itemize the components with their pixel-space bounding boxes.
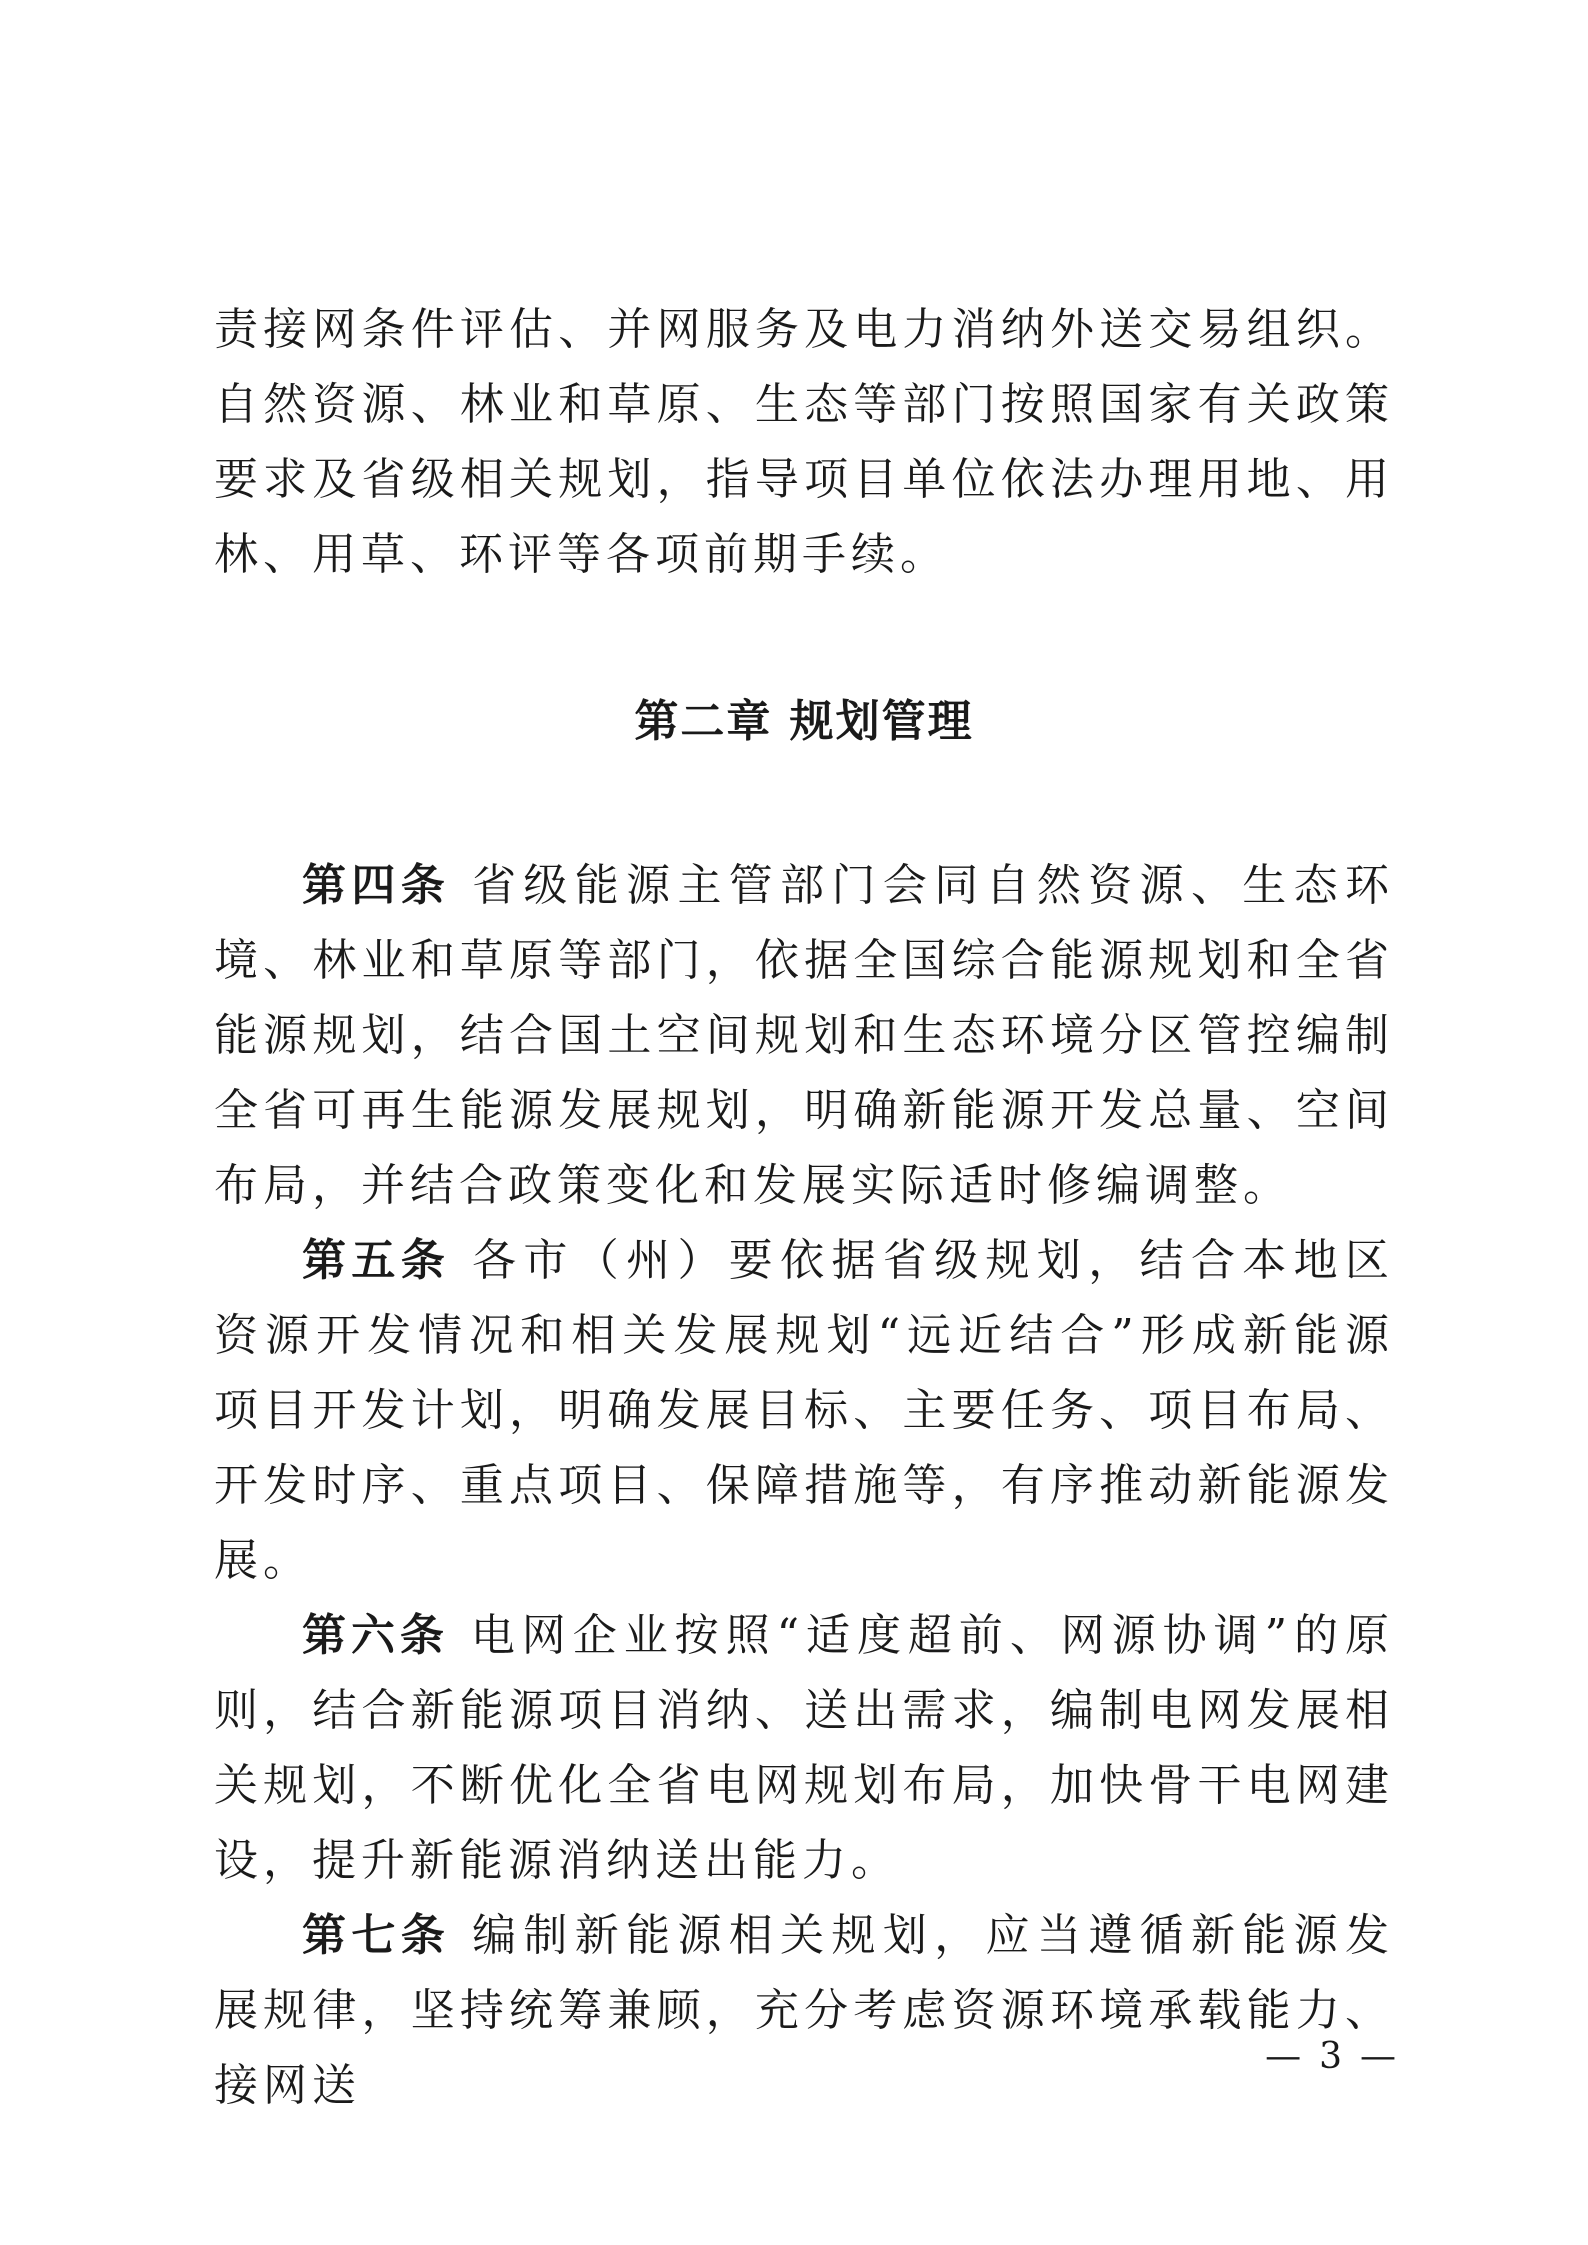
page-number: 3 [1319,2036,1344,2077]
page-footer [1265,2036,1398,2077]
footer-dash-right: — [1360,2036,1398,2077]
chapter-title: 第二章 规划管理 [634,696,974,747]
article-6 [214,1598,1394,1898]
footer-dash-left: — [1265,2036,1304,2077]
intro-paragraph: 责接网条件评估、并网服务及电力消纳外送交易组织。自然资源、林业和草原、生态等部门按照国家有关政策要求及省级相关规划，指导项目单位依法办理用地、用林、用草、环评等各项前期手续。 [214,304,1394,580]
article-text: 各市（州）要依据省级规划，结合本地区资源开发情况和相关发展规划“远近结合”形成新能源项目开发计划，明确发展目标、主要任务、项目布局、开发时序、重点项目、保障措施等，有序推动新能源发展。 [214,1235,1395,1586]
article-4 [214,848,1394,1223]
article-label: 第七条 [302,1910,451,1961]
article-label: 第五条 [302,1235,451,1286]
article-label: 第六条 [302,1610,449,1661]
article-7 [214,1898,1394,2123]
document-body [214,292,1394,2123]
article-5 [214,1223,1394,1598]
article-text: 省级能源主管部门会同自然资源、生态环境、林业和草原等部门，依据全国综合能源规划和全省能源规划，结合国土空间规划和生态环境分区管控编制全省可再生能源发展规划，明确新能源开发总量、空间布局，并结合政策变化和发展实际适时修编调整。 [214,860,1395,1211]
article-text: 编制新能源相关规划，应当遵循新能源发展规律，坚持统筹兼顾，充分考虑资源环境承载能力、接网送 [214,1910,1395,2111]
article-label: 第四条 [302,860,451,911]
article-text: 电网企业按照“适度超前、网源协调”的原则，结合新能源项目消纳、送出需求，编制电网发展相关规划，不断优化全省电网规划布局，加快骨干电网建设，提升新能源消纳送出能力。 [214,1610,1394,1886]
